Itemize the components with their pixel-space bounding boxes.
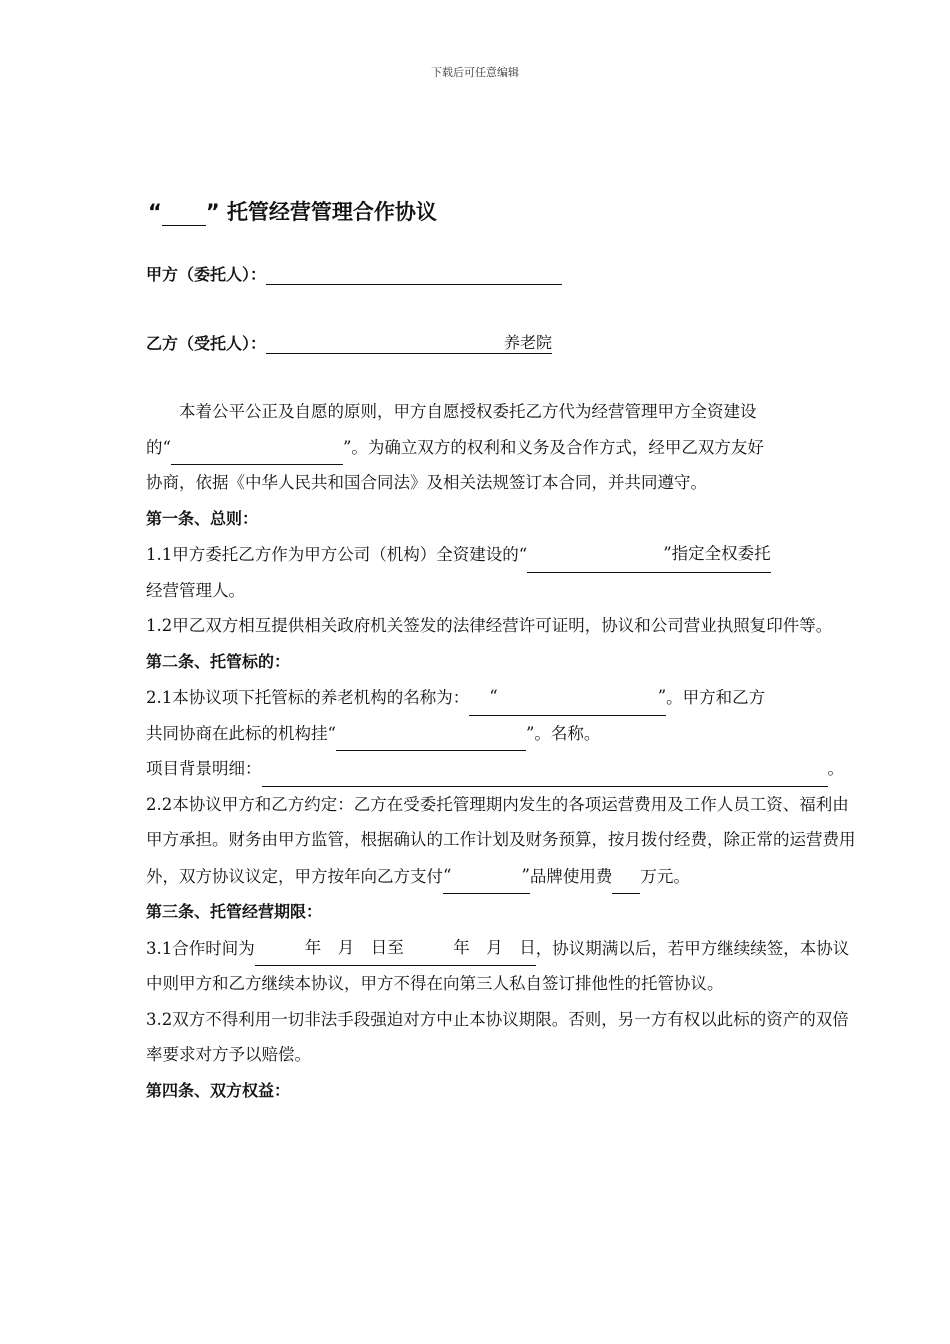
- section1-p2: 1.2甲乙双方相互提供相关政府机关签发的法律经营许可证明，协议和公司营业执照复印件等。: [146, 616, 833, 635]
- section1-p1-text: 1.1甲方委托乙方作为甲方公司（机构）全资建设的“: [146, 545, 528, 564]
- section2-p1f: ”。名称。: [525, 723, 601, 743]
- section2-quote-close: ”: [657, 687, 667, 706]
- section2-p1e: 共同协商在此标的机构挂“: [146, 723, 336, 743]
- section2-brand-blank: [336, 728, 526, 751]
- party-b-label: 乙方（受托人）：: [146, 334, 267, 353]
- party-b-line: [146, 330, 552, 354]
- section2-fee-quote-open: “: [443, 865, 452, 885]
- section2-p1: [146, 679, 862, 716]
- section2-quote-open: “: [489, 687, 498, 706]
- section2-p2: [146, 787, 862, 895]
- section1-p1-cont: 经营管理人。: [146, 580, 245, 600]
- party-b-blank: [266, 330, 552, 354]
- party-a-label: 甲方（委托人）：: [146, 265, 267, 284]
- party-b-suffix: 养老院: [504, 333, 553, 352]
- section2-bg-label: 项目背景明细：: [146, 759, 262, 778]
- section3-date-text: 年 月 日至 年 月 日: [304, 937, 536, 957]
- section2-name-field: [469, 679, 666, 716]
- section3-date-field: [255, 930, 536, 967]
- section2-p1-text: 2.1本协议项下托管标的养老机构的名称为：: [146, 688, 470, 707]
- section3-p2: 3.2双方不得利用一切非法手段强迫对方中止本协议期限。否则，另一方有权以此标的资产的双倍率要求对方予以赔偿。: [146, 1009, 849, 1064]
- intro-quote-open: 的“: [146, 437, 171, 457]
- section1-p1: [146, 536, 862, 573]
- section2-p2-unit: 万元。: [640, 866, 690, 886]
- section3-p1-text: 3.1合作时间为: [146, 938, 255, 958]
- section2-bg-blank: [262, 764, 828, 787]
- section2-fee-quote-close: ”: [521, 865, 530, 885]
- section2-p1-cont: [146, 716, 862, 752]
- section3-p1-rest: ，协议期满以后，若甲方继续续签，本协议中则甲方和乙方继续本协议，甲方不得在向第三人私自签订排他性的托管协议。: [146, 938, 850, 993]
- section2-p2-text: 2.2本协议甲方和乙方约定：乙方在受委托管理期内发生的各项运营费用及工作人员工资、福利由甲方承担。财务由甲方监管，根据确认的工作计划及财务预算，按月拨付经费，除正常的运营费用外，双方协议议定，甲方按年向乙方支付: [146, 794, 856, 886]
- document-body: [146, 394, 862, 1108]
- intro-line-2: [146, 430, 862, 466]
- title-blank: [162, 205, 206, 226]
- section3-p1: [146, 930, 862, 1002]
- document-title: [148, 196, 437, 226]
- section2-p2-brand: 品牌使用费: [529, 866, 613, 886]
- section2-fee-field: [443, 858, 530, 895]
- section4-heading: 第四条、双方权益：: [146, 1080, 291, 1100]
- title-text: 托管经营管理合作协议: [226, 200, 437, 224]
- section2-bg-end: 。: [827, 759, 844, 778]
- section3-heading: 第三条、托管经营期限：: [146, 902, 323, 921]
- party-a-blank: [266, 264, 562, 285]
- party-a-line: [146, 262, 562, 285]
- title-close-quote: ”: [205, 200, 220, 224]
- section2-p1-rest: 。甲方和乙方: [666, 688, 766, 707]
- section2-heading: 第二条、托管标的：: [146, 651, 291, 671]
- section1-p1-quote: ”指定全权委托: [663, 536, 770, 573]
- intro-line-1: 本着公平公正及自愿的原则，甲方自愿授权委托乙方代为经营管理甲方全资建设: [179, 402, 757, 421]
- intro-blank: [171, 442, 343, 465]
- intro-rest: ”。为确立双方的权利和义务及合作方式，经甲乙双方友好: [342, 437, 764, 457]
- intro-line-3: 协商，依据《中华人民共和国合同法》及相关法规签订本合同，并共同遵守。: [146, 473, 707, 492]
- title-open-quote: “: [148, 200, 162, 224]
- section1-blank: [527, 550, 663, 573]
- header-note: 下载后可任意编辑: [431, 66, 519, 79]
- section2-amount-blank: [612, 871, 640, 894]
- section2-background: [146, 751, 862, 787]
- section1-heading: 第一条、总则：: [146, 508, 259, 528]
